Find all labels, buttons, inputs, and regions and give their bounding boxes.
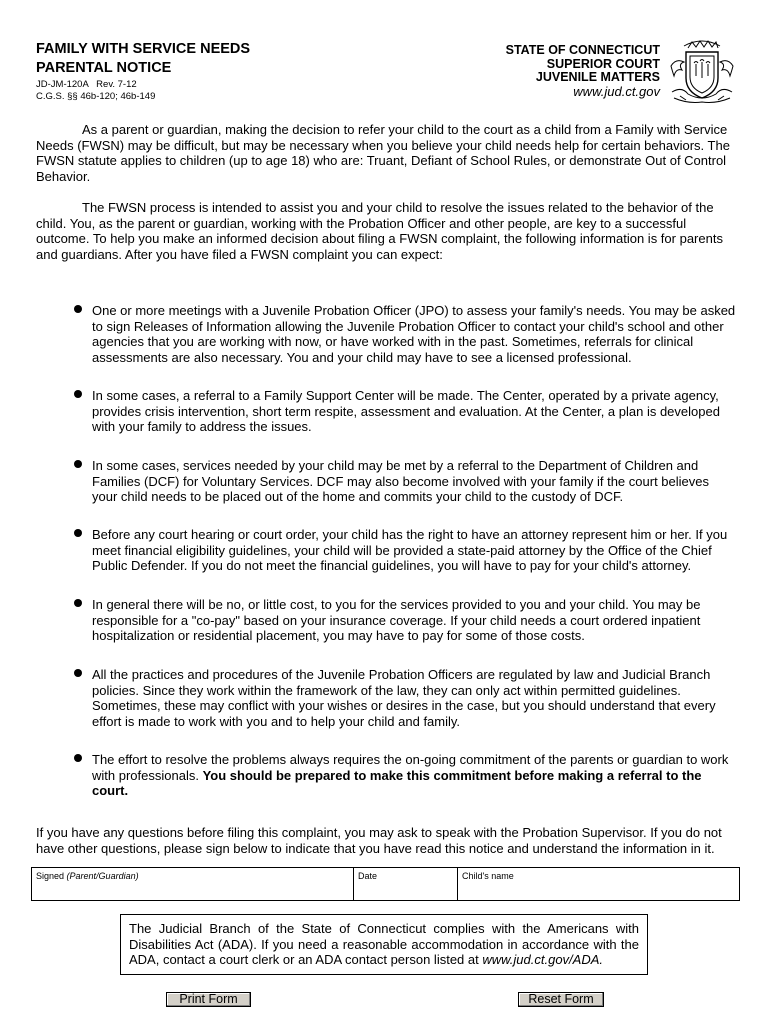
list-item-text: In some cases, services needed by your child may be met by a referral to the Department of Children and Families (DCF) for Voluntary Services. DCF may also become involved with your family if the court believes your child needs to be placed out of the home and commits your child to the custody of DCF. (92, 458, 709, 505)
ada-notice (120, 914, 648, 975)
closing-paragraph: If you have any questions before filing this complaint, you may ask to speak with the Probation Supervisor. If you do not have other questions, please sign below to indicate that you have read this notice and understand the information in it. (36, 825, 722, 856)
print-form-button[interactable]: Print Form (166, 992, 251, 1007)
court-line-state: STATE OF CONNECTICUT (505, 43, 660, 57)
court-line-superior: SUPERIOR COURT (546, 56, 660, 71)
statute-reference: C.G.S. §§ 46b-120; 46b-149 (36, 91, 156, 102)
form-number: JD-JM-120A Rev. 7-12 (36, 79, 137, 90)
reset-form-button[interactable]: Reset Form (518, 992, 604, 1007)
court-block (506, 44, 660, 98)
list-item-text: All the practices and procedures of the Juvenile Probation Officers are regulated by law and Judicial Branch policies. Since they work within the framework of the law, they can only act within permitted guidelines. Sometimes, these may conflict with your wishes or desires in the case, but you should understand that every effort is made to work with you and to help your child and family. (92, 667, 716, 729)
bullet-icon (74, 529, 82, 537)
list-item (74, 388, 736, 435)
list-item-text: In some cases, a referral to a Family Support Center will be made. The Center, operated by a private agency, provides crisis intervention, short term respite, assessment and evaluation. At the Center, a plan is developed with your family to address the issues. (92, 388, 720, 435)
bullet-icon (74, 669, 82, 677)
state-seal-icon (668, 36, 736, 106)
list-item (74, 752, 736, 799)
court-line-juvenile: JUVENILE MATTERS (535, 70, 660, 84)
form-meta (36, 79, 155, 103)
bullet-icon (74, 390, 82, 398)
list-item-bold-text: You should be prepared to make this commitment before making a referral to the court. (92, 767, 702, 799)
list-item-text: Before any court hearing or court order, your child has the right to have an attorney represent him or her. If you meet financial eligibility guidelines, your child will be provided a state-paid attorney by the Office of the Chief Public Defender. If you do not meet the financial guidelines, you will have to pay for your child's attorney. (92, 527, 728, 574)
list-item (74, 527, 736, 574)
child-name-field[interactable] (457, 868, 739, 900)
signed-field[interactable] (32, 868, 353, 900)
list-item-text: One or more meetings with a Juvenile Probation Officer (JPO) to assess your family's needs. You may be asked to sign Releases of Information allowing the Juvenile Probation Officer to contact your child's school and other agencies that you are working with now, or have worked with in the past. Sometimes, referrals for clinical assessments are also necessary. You and your child may have to see a licensed professional. (92, 303, 736, 365)
court-url: www.jud.ct.gov (573, 83, 660, 99)
list-item (74, 303, 736, 365)
bullet-icon (74, 754, 82, 762)
bullet-icon (74, 305, 82, 313)
list-item (74, 667, 736, 729)
bullet-icon (74, 460, 82, 468)
date-label: Date (358, 871, 378, 881)
list-item-text: In general there will be no, or little cost, to you for the services provided to you and your child. You may be responsible for a "co-pay" based on your insurance coverage. If your child needs a court ordered inpatient hospitalization or residential placement, you may have to pay for some of those costs. (92, 597, 701, 644)
signed-sub-label: (Parent/Guardian) (66, 871, 139, 881)
child-name-label: Child's name (462, 871, 514, 881)
ada-text: The Judicial Branch of the State of Connecticut complies with the Americans with Disabilities Act (ADA). If you need a reasonable accommodation in accordance with the ADA, contact a court clerk or an ADA contact person listed at (129, 921, 639, 968)
signature-row (31, 867, 740, 901)
form-title-line1: FAMILY WITH SERVICE NEEDS (36, 41, 251, 57)
bullet-icon (74, 599, 82, 607)
list-item-text: The effort to resolve the problems always requires the on-going commitment of the parents or guardian to work with professionals. (92, 752, 729, 783)
ada-link[interactable]: www.jud.ct.gov/ADA. (482, 952, 604, 968)
signed-label: Signed (36, 871, 65, 881)
date-field[interactable] (353, 868, 457, 900)
intro-paragraph-1: As a parent or guardian, making the decision to refer your child to the court as a child from a Family with Service Needs (FWSN) may be difficult, but may be necessary when you believe your child needs help for certain behaviors. The FWSN statute applies to children (up to age 18) who are: Truant, Defiant of School Rules, or demonstrate Out of Control Behavior. (36, 122, 730, 184)
list-item (74, 597, 736, 644)
form-title-line2: PARENTAL NOTICE (36, 60, 172, 76)
list-item (74, 458, 736, 505)
intro-paragraph-2: The FWSN process is intended to assist you and your child to resolve the issues related to the behavior of the child. You, as the parent or guardian, working with the Probation Officer and other people, are key to a successful outcome. To help you make an informed decision about filing a FWSN complaint, the following information is for parents and guardians. After you have filed a FWSN complaint you can expect: (36, 200, 723, 262)
form-title (36, 40, 250, 78)
